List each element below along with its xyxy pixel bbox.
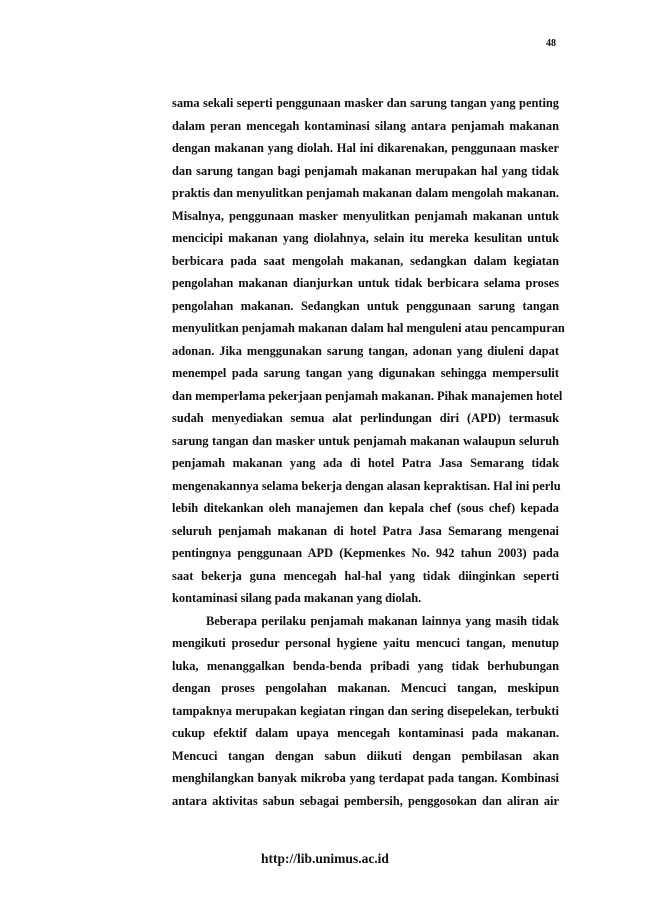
text-line: berbicara pada saat mengolah makanan, sedangkan dalam kegiatan [172,253,559,268]
text-line: dengan proses pengolahan makanan. Mencuci tangan, meskipun [172,681,559,695]
paragraph [172,610,559,813]
text-line: dengan makanan yang diolah. Hal ini dikarenakan, penggunaan masker [172,141,559,155]
text-line: pengolahan makanan dianjurkan untuk tidak berbicara selama proses [172,276,559,290]
text-line: sudah menyediakan semua alat perlindungan diri (APD) termasuk [172,411,559,425]
text-line: menyulitkan penjamah makanan dalam hal menguleni atau pencampuran [172,321,565,335]
text-line: cukup efektif dalam upaya mencegah kontaminasi pada makanan. [172,726,559,740]
text-line: menghilangkan banyak mikroba yang terdapat pada tangan. Kombinasi [172,771,559,785]
text-line: seluruh penjamah makanan di hotel Patra Jasa Semarang mengenai [172,523,559,538]
text-line: mencicipi makanan yang diolahnya, selain itu mereka kesulitan untuk [172,231,559,245]
text-line: kontaminasi silang pada makanan yang diolah. [172,591,422,605]
text-line: dan memperlama pekerjaan penjamah makanan. Pihak manajemen hotel [172,388,563,403]
text-line: pengolahan makanan. Sedangkan untuk penggunaan sarung tangan [172,298,559,313]
text-line: antara aktivitas sabun sebagai pembersih, penggosokan dan aliran air [172,793,559,808]
text-line: Misalnya, penggunaan masker menyulitkan penjamah makanan untuk [172,208,559,223]
text-line: sarung tangan dan masker untuk penjamah makanan walaupun seluruh [172,433,559,448]
text-line: Mencuci tangan dengan sabun diikuti dengan pembilasan akan [172,748,559,763]
paragraph [172,92,565,610]
page-number: 48 [546,38,556,49]
text-line: praktis dan menyulitkan penjamah makanan dalam mengolah makanan. [172,186,559,200]
text-line: dalam peran mencegah kontaminasi silang antara penjamah makanan [172,118,559,133]
text-line: penjamah makanan yang ada di hotel Patra Jasa Semarang tidak [172,456,559,470]
text-line: sama sekali seperti penggunaan masker dan sarung tangan yang penting [172,96,559,110]
text-line: mengenakannya selama bekerja dengan alasan kepraktisan. Hal ini perlu [172,478,561,493]
text-line: adonan. Jika menggunakan sarung tangan, adonan yang diuleni dapat [172,343,559,358]
text-line: menempel pada sarung tangan yang digunakan sehingga mempersulit [172,366,559,380]
text-line: dan sarung tangan bagi penjamah makanan merupakan hal yang tidak [172,163,559,178]
text-line: tampaknya merupakan kegiatan ringan dan sering disepelekan, terbukti [172,703,559,718]
body-text [172,92,565,812]
footer-url[interactable]: http://lib.unimus.ac.id [261,851,389,866]
text-line: luka, menanggalkan benda-benda pribadi yang tidak berhubungan [172,658,559,673]
text-line: saat bekerja guna mencegah hal-hal yang tidak diinginkan seperti [172,568,559,583]
text-line: mengikuti prosedur personal hygiene yaitu mencuci tangan, menutup [172,636,559,650]
text-line: pentingnya penggunaan APD (Kepmenkes No. 942 tahun 2003) pada [172,546,559,560]
text-line: Beberapa perilaku penjamah makanan lainnya yang masih tidak [206,613,559,628]
text-line: lebih ditekankan oleh manajemen dan kepala chef (sous chef) kepada [172,501,559,515]
